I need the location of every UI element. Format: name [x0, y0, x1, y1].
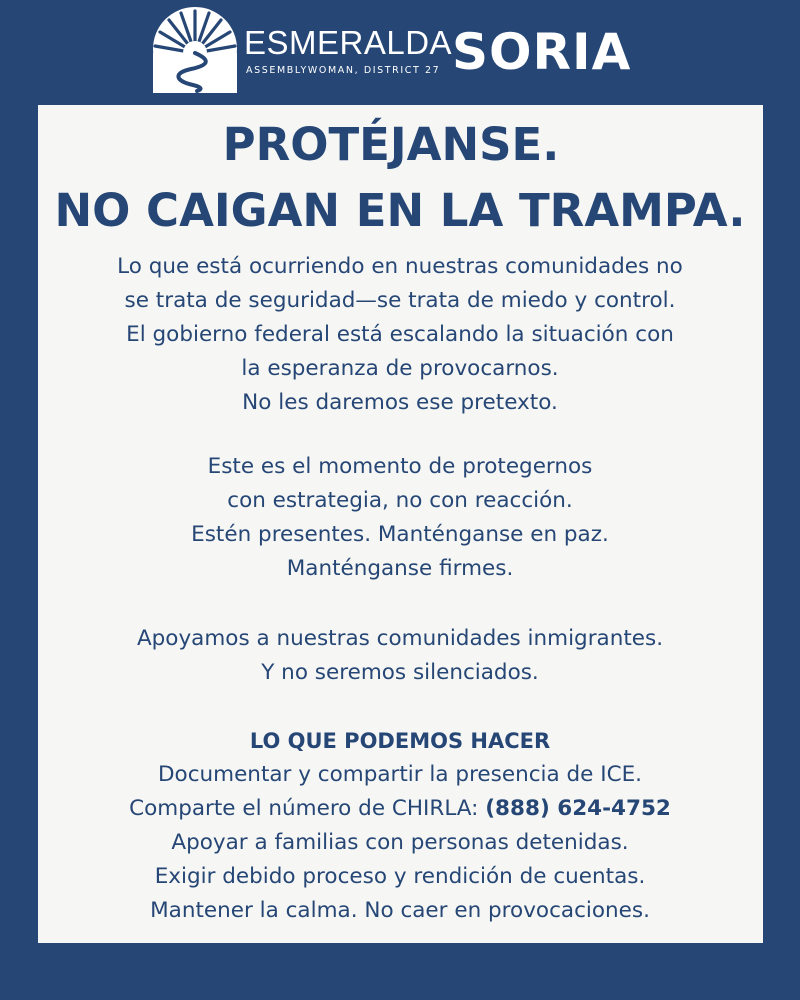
sunrise-river-logo-icon: [151, 5, 239, 93]
headline-line-1: PROTÉJANSE.: [222, 118, 560, 171]
action-item: Exigir debido proceso y rendición de cuentas.: [154, 864, 646, 889]
support-paragraph: [0, 622, 800, 690]
moment-line: Este es el momento de protegernos: [207, 454, 593, 479]
header-banner: [0, 0, 800, 105]
brand-subtitle: ASSEMBLYWOMAN, DISTRICT 27: [246, 65, 441, 76]
action-item-chirla: [0, 792, 800, 826]
actions-title: LO QUE PODEMOS HACER: [249, 729, 551, 753]
action-item: Mantener la calma. No caer en provocaciones.: [150, 898, 650, 923]
support-line: Apoyamos a nuestras comunidades inmigrantes.: [136, 626, 664, 651]
moment-line: con estrategia, no con reacción.: [227, 488, 573, 513]
chirla-label: Comparte el número de CHIRLA:: [129, 796, 479, 821]
moment-paragraph: [0, 450, 800, 586]
brand-last-name: SORIA: [452, 23, 632, 81]
intro-line: Lo que está ocurriendo en nuestras comunidades no: [117, 254, 683, 279]
intro-line: No les daremos ese pretexto.: [242, 390, 558, 415]
moment-line: Manténganse firmes.: [286, 556, 514, 581]
support-line: Y no seremos silenciados.: [261, 660, 539, 685]
actions-section: [0, 724, 800, 928]
brand-first-name: ESMERALDA: [244, 24, 453, 61]
intro-paragraph: [0, 250, 800, 420]
headline-line-2: NO CAIGAN EN LA TRAMPA.: [54, 184, 746, 237]
intro-line: El gobierno federal está escalando la situación con: [126, 322, 674, 347]
action-item: Documentar y compartir la presencia de ICE.: [157, 762, 642, 787]
intro-line: la esperanza de provocarnos.: [241, 356, 559, 381]
action-item: Apoyar a familias con personas detenidas.: [171, 830, 629, 855]
moment-line: Estén presentes. Manténganse en paz.: [191, 522, 609, 547]
chirla-phone: (888) 624-4752: [485, 796, 671, 821]
intro-line: se trata de seguridad—se trata de miedo y control.: [124, 288, 676, 313]
